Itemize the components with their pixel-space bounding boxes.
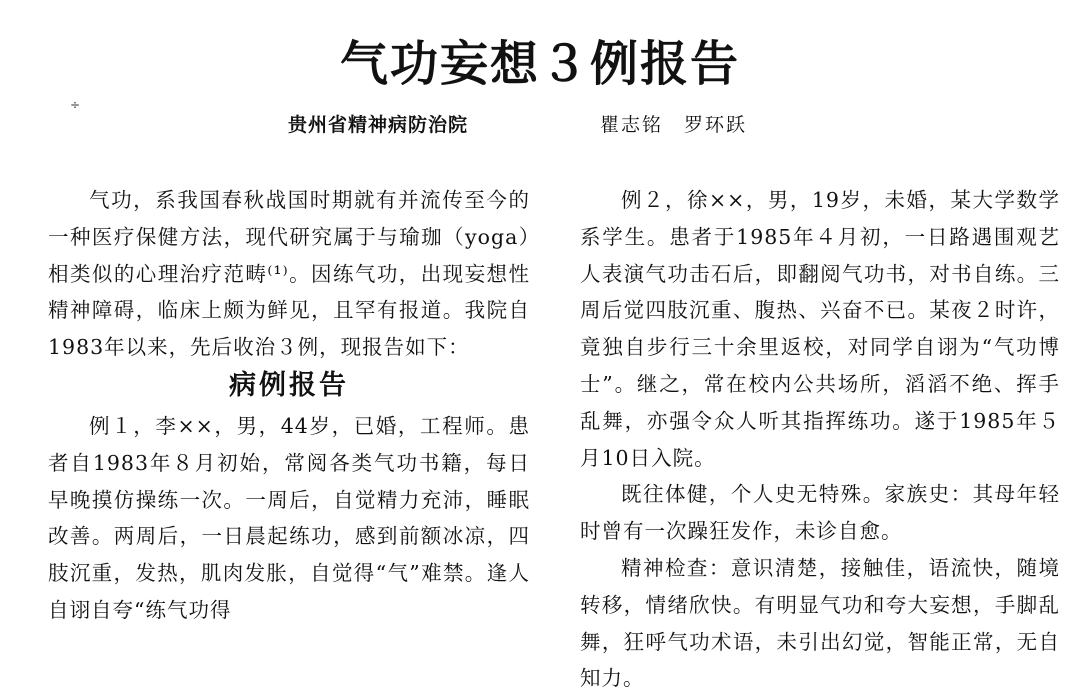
article-title: 气功妄想３例报告 xyxy=(339,36,740,93)
section-heading-case-reports: 病例报告 xyxy=(229,369,349,401)
intro-paragraph: 气功，系我国春秋战国时期就有并流传至今的一种医疗保健方法，现代研究属于与瑜珈（yoga）相类似的心理治疗范畴⁽¹⁾。因练气功，出现妄想性精神障碍，临床上颇为鲜见，且罕有报道。我院自1983年以来，先后收治３例，现报告如下： xyxy=(48,188,530,360)
history-paragraph: 既往体健，个人史无特殊。家族史：其母年轻时曾有一次躁狂发作，未诊自愈。 xyxy=(580,482,1060,544)
case1-paragraph: 例１，李××，男，44岁，已婚，工程师。患者自1983年８月初始，常阅各类气功书籍，每日早晚摸仿操练一次。一周后，自觉精力充沛，睡眠改善。两周后，一日晨起练功，感到前额冰凉，四肢沉重，发热，肌肉发胀，自觉得“气”难禁。逢人自诩自夸“练气功得 xyxy=(48,413,530,622)
institution-byline: 贵州省精神病防治院 xyxy=(288,114,469,136)
right-column xyxy=(580,182,1060,697)
case2-paragraph: 例２，徐××，男，19岁，未婚，某大学数学系学生。患者于1985年４月初，一日路遇围观艺人表演气功击石后，即翻阅气功书，对书自练。三周后觉四肢沉重、腹热、兴奋不已。某夜２时许，竟独自步行三十余里返校，对同学自诩为“气功博士”。继之，常在校内公共场所，滔滔不绝、挥手乱舞，亦强令众人听其指挥练功。遂于1985年５月10日入院。 xyxy=(580,188,1060,470)
left-column xyxy=(48,182,530,629)
mental-exam-paragraph: 精神检查：意识清楚，接触佳，语流快，随境转移，情绪欣快。有明显气功和夸大妄想，手脚乱舞，狂呼气功术语，未引出幻觉，智能正常，无自知力。 xyxy=(580,555,1060,691)
authors-byline: 瞿志铭 罗环跃 xyxy=(600,114,748,136)
stray-mark: ÷ xyxy=(70,98,81,112)
